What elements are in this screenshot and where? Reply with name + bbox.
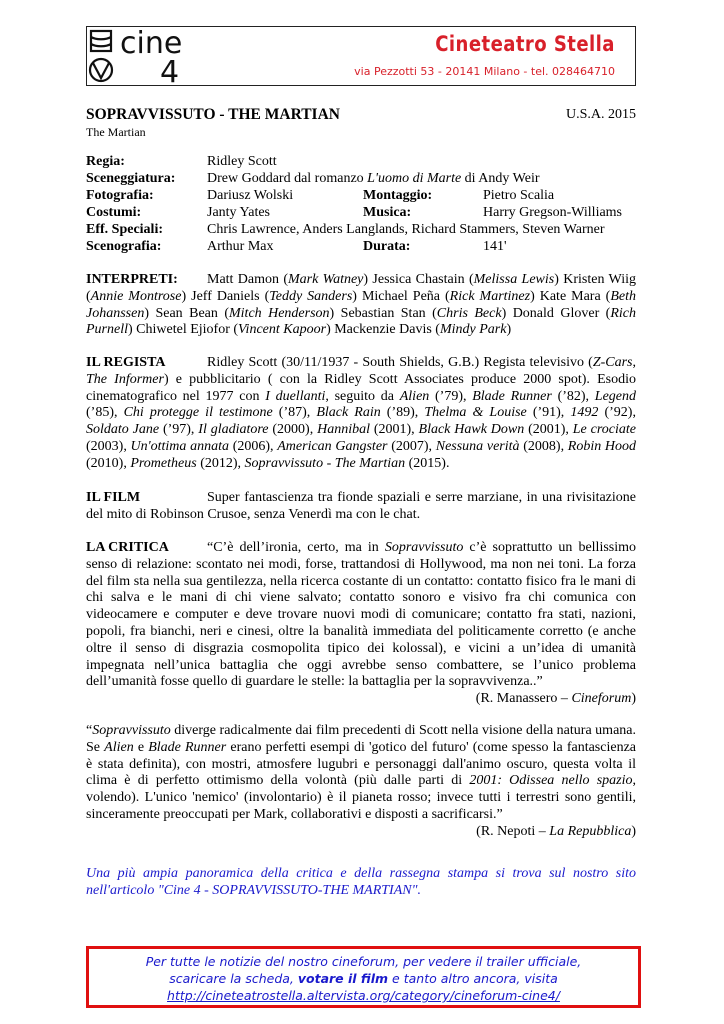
film-title-item: Soldato Jane	[86, 422, 160, 438]
filmography: I duellanti, seguito da Alien (’79), Blade Runner (’82), Legend (’85), Chi protegge il testimone (’87), Black Rain (’89), Thelma & Louise (’91), 1492 (’92), Soldato Jane (’97), Il gladiatore (2000), Hannibal (2001), Black Hawk Down (2001), Le crociate (2003), Un'ottima annata (2006), American Gangster (2007), Nessuna verità (2008), Robin Hood (2010), Prometheus (2012), Sopravvissuto - The Martian (2015).	[86, 388, 637, 471]
film-title-item: Robin Hood	[567, 438, 637, 454]
cast-member: Jeff Daniels (Teddy Sanders)	[191, 288, 362, 304]
cast-member: Jessica Chastain (Melissa Lewis)	[372, 272, 564, 287]
film-title-item: Nessuna verità	[435, 438, 520, 454]
cast-member: Sean Bean (Mitch Henderson)	[155, 305, 341, 321]
credit-label: Sceneggiatura:	[86, 171, 176, 186]
vote-film-text: votare il film	[297, 971, 389, 986]
film-country-year: U.S.A. 2015	[565, 107, 636, 122]
credit-label: Montaggio:	[363, 188, 433, 203]
film-title: SOPRAVVISSUTO - THE MARTIAN	[86, 106, 340, 123]
cinema-address: via Pezzotti 53 - 20141 Milano - tel. 028464710	[354, 65, 615, 78]
film-title-item: Legend	[594, 388, 637, 404]
logo-emblem-icon	[90, 31, 112, 81]
film-title-item: Blade Runner	[472, 388, 552, 404]
critica-quote-2: “Sopravvissuto diverge radicalmente dai film precedenti di Scott nella visione della natura umana. Se Alien e Blade Runner erano perfetti esempi di 'gotico del futuro' (come spesso la fantascienza è stata definita), con mostri, atmosfere lugubri e personaggi dall'animo oscuro, questa volta il clima è di perfetto ottimismo della volontà (più dalle parti di 2001: Odissea nello spazio, volendo). L'unico 'nemico' (involontario) è il pianeta rosso; invece tutti i terrestri sono gentili, sinceramente preoccupati per Mark, collaborativi e disposti a sacrificarsi.” (R. Nepoti – La Repubblica)	[86, 723, 637, 839]
credit-value: Janty Yates	[207, 205, 271, 220]
film-title-item: 1492	[570, 405, 599, 421]
film-title-item: Thelma & Louise	[424, 405, 527, 421]
section-label: LA CRITICA	[86, 540, 169, 555]
film-text: Super fantascienza tra fionde spaziali e serre marziane, in una rivisitazione del mito di Robinson Crusoe, senza Venerdì ma con le chat.	[86, 490, 636, 522]
credit-label: Musica:	[363, 205, 412, 220]
credit-label: Scenografia:	[86, 239, 162, 254]
credit-value: Arthur Max	[207, 239, 274, 254]
section-label: INTERPRETI:	[86, 272, 178, 287]
film-title-item: I duellanti	[265, 388, 326, 404]
credit-label: Regia:	[86, 154, 125, 169]
film-title-item: Prometheus	[130, 455, 197, 471]
regista-section: IL REGISTA Ridley Scott (30/11/1937 - South Shields, G.B.) Regista televisivo (Z-Cars, The Informer) e pubblicitario ( con la Ridley Scott Associates produce 2000 spot). Esodio cinematografico nel 1977 con I duellanti, seguito da Alien (’79), Blade Runner (’82), Legend (’85), Chi protegge il testimone (’87), Black Rain (’89), Thelma & Louise (’91), 1492 (’92), Soldato Jane (’97), Il gladiatore (2000), Hannibal (2001), Black Hawk Down (2001), Le crociate (2003), Un'ottima annata (2006), American Gangster (2007), Nessuna verità (2008), Robin Hood (2010), Prometheus (2012), Sopravvissuto - The Martian (2015).	[86, 355, 637, 471]
film-title-item: Chi protegge il testimone	[123, 405, 273, 421]
film-title-item: Hannibal	[317, 422, 370, 438]
credit-value: Dariusz Wolski	[207, 188, 294, 203]
film-title-item: Alien	[399, 388, 430, 404]
footer-line-1: Per tutte le notizie del nostro cineforum, per vedere il trailer ufficiale,	[145, 954, 582, 969]
credit-value: Drew Goddard dal romanzo L'uomo di Marte di Andy Weir	[207, 171, 540, 186]
section-label: IL FILM	[86, 490, 141, 505]
film-title-item: Un'ottima annata	[130, 438, 230, 454]
credit-label: Costumi:	[86, 205, 142, 220]
cast-member: Matt Damon (Mark Watney)	[207, 272, 373, 287]
credit-value: 141'	[483, 239, 507, 254]
cine4-logo	[88, 27, 218, 85]
credit-value: Chris Lawrence, Anders Langlands, Richard Stammers, Steven Warner	[207, 222, 605, 237]
credit-value: Pietro Scalia	[483, 188, 555, 203]
critica-source-2: (R. Nepoti – La Repubblica)	[476, 823, 636, 839]
interpreti-section	[86, 272, 636, 339]
cast-member: Kate Mara (Beth Johanssen)	[86, 288, 636, 321]
cast-member: Sebastian Stan (Chris Beck)	[340, 305, 513, 321]
website-note: Una più ampia panoramica della critica e della rassegna stampa si trova sul nostro sito nell'articolo "Cine 4 - SOPRAVVISSUTO-THE MARTIAN".	[86, 866, 636, 898]
cast-member: Kristen Wiig (Annie Montrose)	[86, 272, 636, 304]
critica-quote-1: “C’è dell’ironia, certo, ma in Sopravvissuto c’è soprattutto un bellissimo senso di relazione: scontato nei modi, forse, trattandosi di Hollywood, ma non nei toni. La forza del film sta nella sua gentilezza, nella ricerca costante di un contatto: contatto fisico fra le mani di chi salva e le mani di chi viene salvato; contatto sonoro e visivo fra chi comunica con videocamere e computer e deve trovare nuovi modi di comunicare; contatto fra stati, nazioni, popoli, fra bianchi, neri e cinesi, oltre la banalità immediata del politicamente corretto (e anche oltre il senso di disgrazia cosmopolita tipico dei kolossal), e vicini a un’idea di umanità impegnata nell’unica battaglia che oggi avrebbe senso combattere, se l’unico problema dell’umanità fosse quello di guardare le stelle: la battaglia per la sopravvivenza..”	[86, 540, 637, 690]
film-title-item: Black Rain	[316, 405, 381, 421]
cast-member: Mackenzie Davis (Mindy Park)	[334, 322, 512, 338]
credit-value: Harry Gregson-Williams	[483, 205, 623, 220]
cast-member: Donald Glover (Rich Purnell)	[86, 305, 636, 338]
credit-label: Fotografia:	[86, 188, 154, 203]
critica-source-1: (R. Manassero – Cineforum)	[475, 691, 636, 707]
regista-text: Ridley Scott (30/11/1937 - South Shields, G.B.) Regista televisivo (	[207, 355, 593, 370]
credit-label: Durata:	[363, 239, 411, 254]
cineforum-link[interactable]: http://cineteatrostella.altervista.org/category/cineforum-cine4/	[167, 988, 560, 1003]
cinema-name: Cineteatro Stella	[435, 32, 615, 56]
cast-member: Michael Peña (Rick Martinez)	[361, 288, 540, 304]
film-title-item: Sopravvissuto - The Martian	[244, 455, 406, 471]
film-title-item: Il gladiatore	[198, 422, 269, 438]
section-label: IL REGISTA	[86, 355, 166, 370]
cast-member: Chiwetel Ejiofor (Vincent Kapoor)	[136, 322, 335, 338]
original-title: The Martian	[86, 125, 146, 139]
credit-label: Eff. Speciali:	[86, 222, 163, 237]
film-title-item: American Gangster	[277, 438, 388, 454]
critica-section	[86, 540, 636, 708]
film-title-item: Black Hawk Down	[418, 422, 525, 438]
film-title-item: Le crociate	[572, 422, 636, 438]
footer-box	[86, 946, 641, 1008]
logo-word: cine	[120, 27, 183, 61]
logo-number: 4	[160, 55, 180, 85]
credit-value: Ridley Scott	[207, 154, 277, 169]
film-section	[86, 490, 636, 524]
footer-line-2: scaricare la scheda, votare il film e tanto altro ancora, visita	[169, 971, 558, 986]
